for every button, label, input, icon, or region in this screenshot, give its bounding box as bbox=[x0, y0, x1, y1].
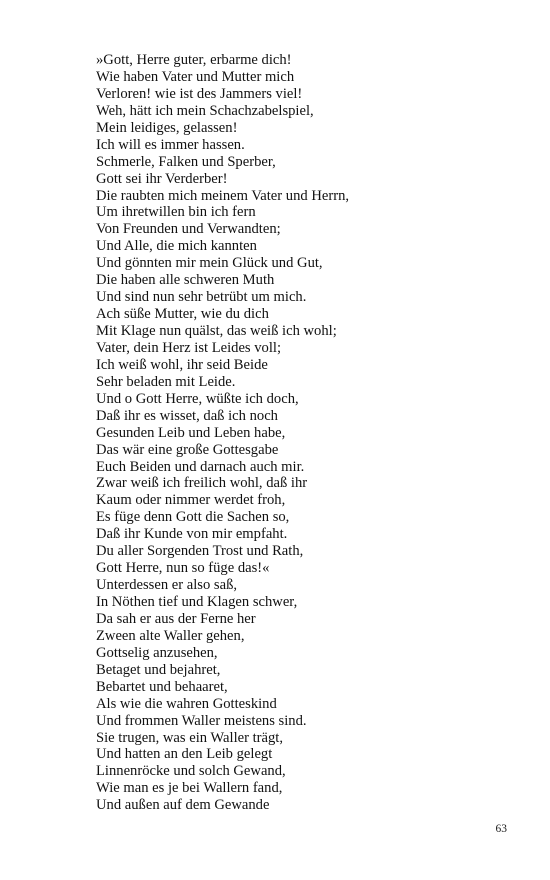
verse-line: Zwar weiß ich freilich wohl, daß ihr bbox=[96, 475, 308, 492]
verse-line: Du aller Sorgenden Trost und Rath, bbox=[96, 543, 304, 560]
verse-line: Daß ihr Kunde von mir empfaht. bbox=[96, 526, 288, 543]
verse-line: Gott sei ihr Verderber! bbox=[96, 170, 228, 187]
verse-line: Bebartet und behaaret, bbox=[96, 678, 228, 695]
verse-line: Und gönnten mir mein Glück und Gut, bbox=[96, 255, 323, 272]
verse-line: Ich will es immer hassen. bbox=[96, 136, 245, 153]
verse-line: Vater, dein Herz ist Leides voll; bbox=[96, 339, 282, 356]
verse-line: Daß ihr es wisset, daß ich noch bbox=[96, 407, 278, 424]
verse-line: Gott Herre, nun so füge das!« bbox=[96, 560, 270, 577]
poem-text bbox=[96, 52, 496, 814]
verse-line: Die raubten mich meinem Vater und Herrn, bbox=[96, 187, 350, 204]
verse-line: Die haben alle schweren Muth bbox=[96, 272, 275, 289]
verse-line: Euch Beiden und darnach auch mir. bbox=[96, 458, 305, 475]
verse-line: Betaget und bejahret, bbox=[96, 661, 221, 678]
verse-line: Schmerle, Falken und Sperber, bbox=[96, 153, 276, 170]
page-number: 63 bbox=[495, 823, 507, 835]
verse-line: Das wär eine große Gottesgabe bbox=[96, 441, 279, 458]
verse-line: Gesunden Leib und Leben habe, bbox=[96, 424, 286, 441]
verse-line: Mein leidiges, gelassen! bbox=[96, 119, 238, 136]
verse-line: Wie haben Vater und Mutter mich bbox=[96, 68, 295, 85]
verse-line: Und hatten an den Leib gelegt bbox=[96, 746, 273, 763]
verse-line: In Nöthen tief und Klagen schwer, bbox=[96, 594, 298, 610]
verse-line: Als wie die wahren Gotteskind bbox=[96, 695, 277, 712]
verse-line: Und frommen Waller meistens sind. bbox=[96, 712, 307, 729]
verse-line: Verloren! wie ist des Jammers viel! bbox=[96, 85, 303, 102]
verse-line: Linnenröcke und solch Gewand, bbox=[96, 763, 286, 780]
verse-line: Ach süße Mutter, wie du dich bbox=[96, 306, 269, 323]
verse-line: »Gott, Herre guter, erbarme dich! bbox=[96, 52, 292, 68]
verse-line: Und außen auf dem Gewande bbox=[96, 797, 270, 814]
verse-line: Von Freunden und Verwandten; bbox=[96, 221, 281, 238]
verse-line: Sie trugen, was ein Waller trägt, bbox=[96, 729, 284, 746]
verse-line: Sehr beladen mit Leide. bbox=[96, 373, 236, 390]
verse-line: Und o Gott Herre, wüßte ich doch, bbox=[96, 390, 299, 407]
verse-line: Wie man es je bei Wallern fand, bbox=[96, 780, 283, 797]
verse-line: Mit Klage nun quälst, das weiß ich wohl; bbox=[96, 323, 337, 339]
verse-line: Um ihretwillen bin ich fern bbox=[96, 204, 256, 221]
verse-line: Und sind nun sehr betrübt um mich. bbox=[96, 289, 307, 306]
verse-line: Ich weiß wohl, ihr seid Beide bbox=[96, 356, 268, 373]
verse-line: Zween alte Waller gehen, bbox=[96, 627, 245, 644]
verse-line: Und Alle, die mich kannten bbox=[96, 238, 257, 255]
verse-line: Gottselig anzusehen, bbox=[96, 644, 218, 661]
verse-line: Kaum oder nimmer werdet froh, bbox=[96, 492, 286, 509]
verse-line: Es füge denn Gott die Sachen so, bbox=[96, 509, 290, 526]
verse-line: Da sah er aus der Ferne her bbox=[96, 610, 256, 627]
verse-line: Weh, hätt ich mein Schachzabelspiel, bbox=[96, 102, 314, 119]
verse-line: Unterdessen er also saß, bbox=[96, 577, 238, 594]
